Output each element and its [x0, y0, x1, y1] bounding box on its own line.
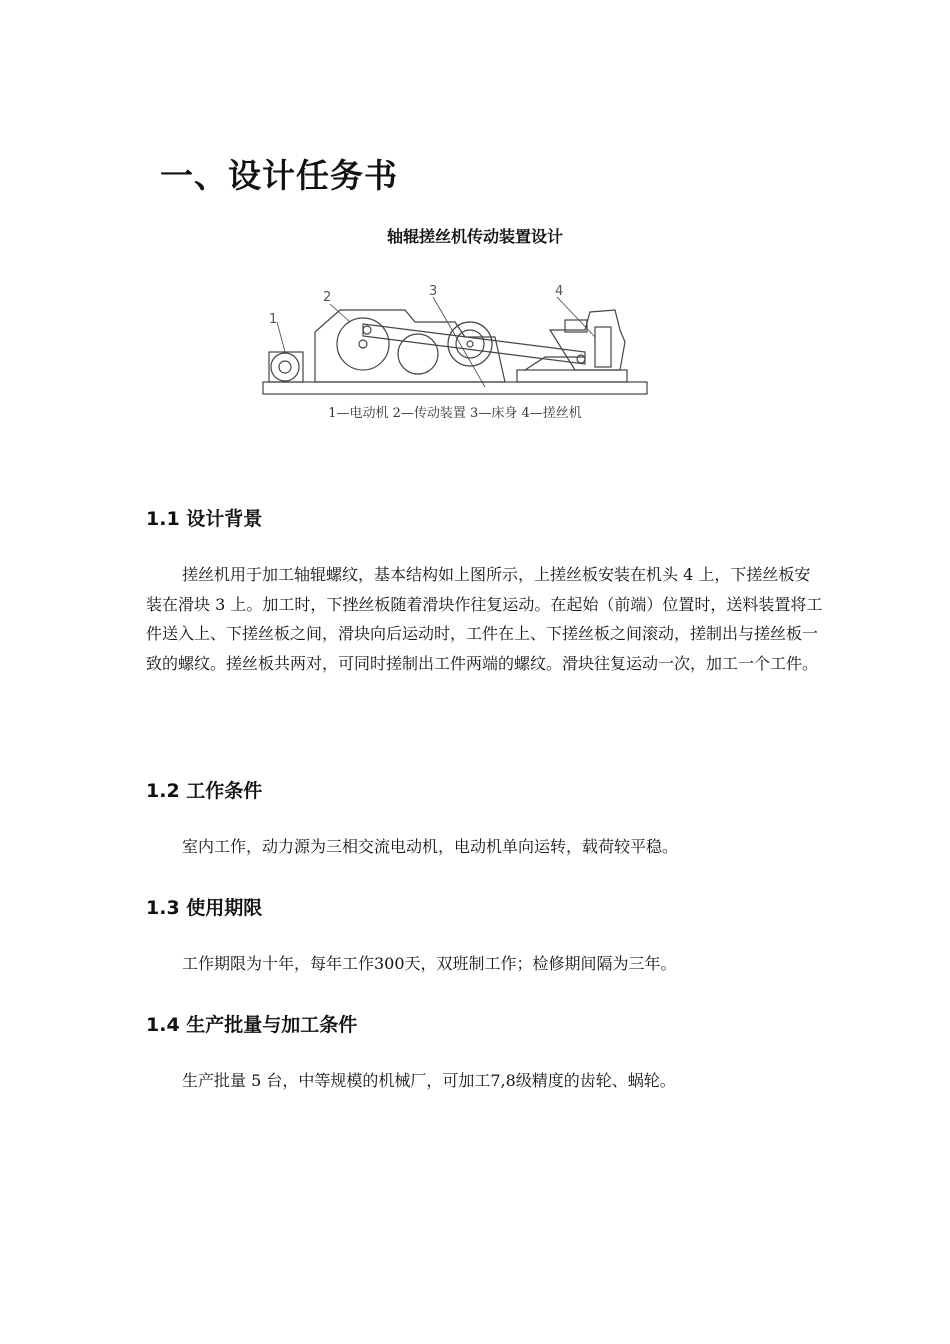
document-subtitle: 轴辊搓丝机传动装置设计: [386, 227, 563, 246]
section-body-1-2: 室内工作，动力源为三相交流电动机，电动机单向运转，载荷较平稳。: [182, 837, 679, 856]
gear-wheel: [448, 322, 492, 366]
callout-3: 3: [429, 284, 438, 299]
callout-2: 2: [323, 290, 332, 305]
section-body-1-1: 搓丝机用于加工轴辊螺纹，基本结构如上图所示，上搓丝板安装在机头 4 上，下搓丝板安装在滑块 3 上。加工时，下挫丝板随着滑块作往复运动。在起始（前端）位置时，送料装置将工件送入上、下搓丝板之间，滑块向后运动时，工件在上、下搓丝板之间滚动，搓制出与搓丝板一致的螺纹。搓丝板共两对，可同时搓制出工件两端的螺纹。滑块往复运动一次，加工一个工件。: [146, 565, 823, 673]
section-heading-1-3: 1.3 使用期限: [146, 897, 263, 919]
callout-4: 4: [555, 284, 564, 299]
machine-diagram: [255, 282, 655, 427]
figure-caption: 1—电动机 2—传动装置 3—床身 4—搓丝机: [328, 406, 582, 421]
section-heading-1-4: 1.4 生产批量与加工条件: [146, 1014, 358, 1036]
section-body-1-3: 工作期限为十年，每年工作300天，双班制工作；检修期间隔为三年。: [182, 954, 677, 973]
machine-drawing: [255, 282, 655, 402]
section-heading-1-1: 1.1 设计背景: [146, 508, 263, 530]
slide-block: [517, 370, 627, 382]
motor-body: [271, 353, 299, 381]
callout-1: 1: [269, 312, 278, 327]
chapter-title: 一、设计任务书: [160, 156, 398, 195]
section-body-1-4: 生产批量 5 台，中等规模的机械厂，可加工7,8级精度的齿轮、蜗轮。: [182, 1071, 676, 1090]
machine-bed: [263, 382, 647, 394]
transmission-housing: [315, 310, 505, 382]
section-heading-1-2: 1.2 工作条件: [146, 780, 263, 802]
